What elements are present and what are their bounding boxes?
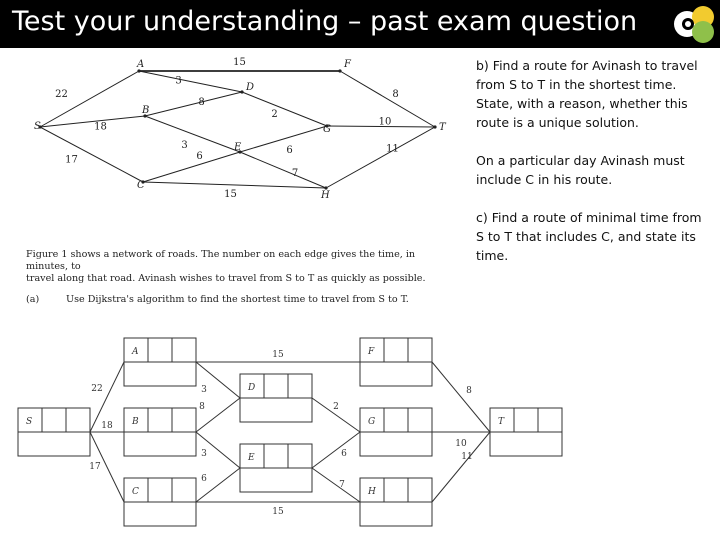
edge-h-t bbox=[326, 127, 435, 188]
node-label-t: T bbox=[439, 122, 446, 133]
node-d bbox=[240, 90, 243, 93]
grid-box-a bbox=[124, 338, 196, 386]
edge-weight-label: 2 bbox=[271, 109, 278, 120]
caption-line-1: Figure 1 shows a network of roads. The number on each edge gives the time, in minutes, to bbox=[26, 249, 416, 272]
grid-edge-weight: 8 bbox=[466, 386, 472, 396]
grid-node-label: D bbox=[248, 383, 256, 393]
grid-node-label: E bbox=[248, 453, 255, 463]
grid-node-label: S bbox=[26, 417, 33, 427]
grid-edge-weight: 11 bbox=[461, 452, 473, 462]
edge-weight-label: 7 bbox=[291, 168, 299, 179]
dijkstra-grid bbox=[14, 334, 574, 534]
edge-weight-label: 6 bbox=[196, 151, 203, 162]
grid-edge-weight: 10 bbox=[455, 439, 467, 449]
edge-weight-label: 22 bbox=[55, 89, 68, 100]
part-a-text: Use Dijkstra's algorithm to find the shortest time to travel from S to T. bbox=[66, 294, 409, 305]
edge-weight-label: 18 bbox=[94, 121, 107, 133]
edge-e-g bbox=[240, 126, 327, 152]
edge-weight-label: 15 bbox=[224, 189, 237, 200]
grid-box-e bbox=[240, 444, 312, 492]
edge-weight-label: 3 bbox=[181, 140, 188, 151]
question-condition: On a particular day Avinash must include C in his route. bbox=[476, 153, 685, 187]
node-f bbox=[338, 69, 341, 72]
node-label-h: H bbox=[321, 190, 330, 201]
edge-a-d bbox=[139, 71, 242, 92]
grid-box-s bbox=[18, 408, 90, 456]
grid-edge-f-t bbox=[432, 362, 490, 432]
grid-node-label: F bbox=[368, 347, 375, 357]
grid-edge-weight: 6 bbox=[201, 474, 207, 484]
grid-box-g bbox=[360, 408, 432, 456]
grid-node-label: H bbox=[368, 487, 376, 497]
network-graph bbox=[28, 56, 458, 206]
slide-title: Test your understanding – past exam question bbox=[12, 6, 638, 37]
grid-edge-weight: 15 bbox=[272, 350, 284, 360]
question-panel bbox=[476, 56, 712, 284]
edge-weight-label: 3 bbox=[175, 75, 182, 87]
grid-node-label: A bbox=[132, 347, 139, 357]
grid-edge-weight: 2 bbox=[333, 402, 339, 412]
edge-weight-label: 6 bbox=[286, 145, 293, 156]
edge-weight-label: 17 bbox=[65, 154, 78, 166]
question-part-b: b) Find a route for Avinash to travel from S to T in the shortest time. State, with a reason, whether this route is a unique solution. bbox=[476, 58, 698, 130]
grid-node-label: B bbox=[132, 417, 139, 427]
edge-weight-label: 8 bbox=[392, 89, 399, 100]
grid-edge-weight: 3 bbox=[201, 449, 207, 459]
title-bar bbox=[0, 0, 720, 48]
edge-b-e bbox=[145, 116, 240, 152]
grid-edge-e-h bbox=[312, 468, 360, 502]
edge-weight-label: 15 bbox=[233, 57, 246, 68]
edge-c-h bbox=[143, 182, 326, 188]
node-label-s: S bbox=[34, 121, 41, 132]
grid-node-label: C bbox=[132, 487, 139, 497]
grid-edge-weight: 3 bbox=[201, 385, 207, 395]
grid-edge-weight: 6 bbox=[341, 449, 347, 459]
edge-weight-label: 10 bbox=[378, 116, 392, 128]
edge-d-g bbox=[242, 92, 327, 126]
grid-edge-weight: 18 bbox=[101, 421, 113, 431]
grid-box-h bbox=[360, 478, 432, 526]
node-label-d: D bbox=[246, 82, 255, 93]
grid-box-c bbox=[124, 478, 196, 526]
grid-edge-weight: 8 bbox=[199, 402, 205, 412]
question-part-c: c) Find a route of minimal time from S to T that includes C, and state its time. bbox=[476, 210, 702, 263]
figure-caption bbox=[26, 249, 446, 306]
edge-b-d bbox=[145, 92, 242, 116]
logo-icon bbox=[672, 4, 718, 44]
node-label-c: C bbox=[137, 180, 145, 191]
edge-weight-label: 11 bbox=[386, 143, 399, 155]
node-label-b: B bbox=[142, 105, 150, 116]
grid-box-d bbox=[240, 374, 312, 422]
node-label-g: G bbox=[323, 124, 331, 135]
node-t bbox=[433, 125, 436, 128]
edge-c-e bbox=[143, 152, 240, 182]
grid-edge-weight: 22 bbox=[91, 384, 103, 394]
node-label-a: A bbox=[137, 59, 145, 70]
part-a-label: (a) bbox=[26, 294, 40, 305]
grid-edge-weight: 17 bbox=[89, 462, 101, 472]
grid-box-f bbox=[360, 338, 432, 386]
grid-edge-e-g bbox=[312, 432, 360, 468]
grid-edge-weight: 15 bbox=[272, 507, 284, 517]
node-label-f: F bbox=[344, 59, 351, 70]
edge-s-c bbox=[40, 127, 143, 182]
grid-node-label: T bbox=[498, 417, 505, 427]
grid-box-b bbox=[124, 408, 196, 456]
grid-edge-weight: 7 bbox=[339, 480, 345, 490]
grid-node-label: G bbox=[368, 417, 376, 427]
node-label-e: E bbox=[234, 142, 242, 153]
edge-e-h bbox=[240, 152, 326, 188]
caption-line-2: travel along that road. Avinash wishes to travel from S to T as quickly as possible. bbox=[26, 273, 426, 284]
grid-box-t bbox=[490, 408, 562, 456]
edge-weight-label: 8 bbox=[198, 97, 205, 108]
